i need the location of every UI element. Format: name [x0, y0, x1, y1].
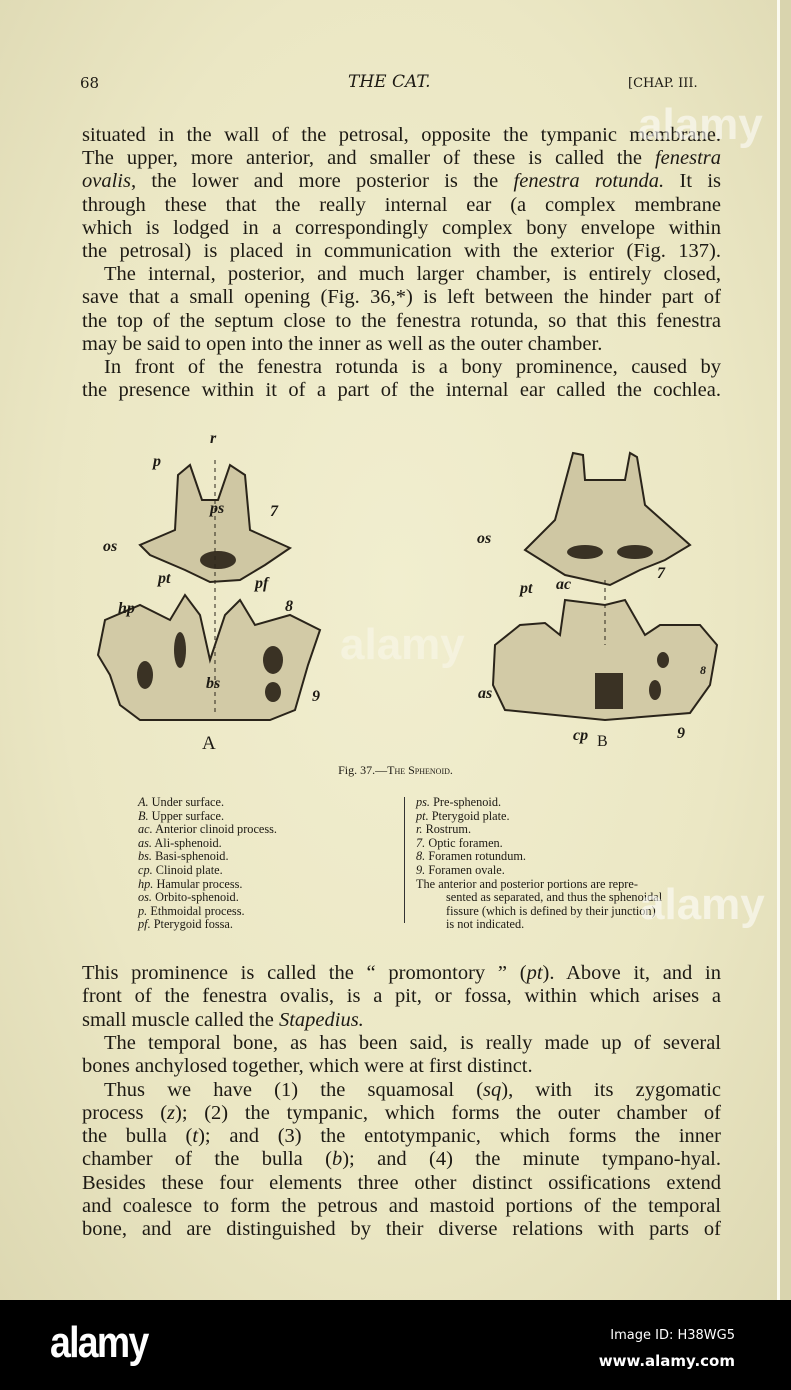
text-segment: which is lodged in a correspondingly complex bony envelope within	[82, 216, 721, 239]
watermark-logo: alamy	[340, 620, 465, 669]
figure-caption	[0, 763, 791, 778]
text-segment: In front of the fenestra rotunda is a bony prominence, caused by	[104, 356, 721, 378]
legend-text: Pre-sphenoid.	[433, 795, 502, 809]
legend-entry	[138, 796, 277, 810]
italic-term: sq	[483, 1078, 502, 1101]
text-line	[82, 1148, 721, 1171]
caption-prefix: Fig. 37.—	[338, 763, 388, 777]
text-line	[82, 1055, 721, 1078]
text-line	[82, 1009, 721, 1032]
legend-entry	[138, 850, 277, 864]
text-line	[82, 379, 721, 402]
label-hp: hp	[118, 600, 135, 617]
legend-entry	[138, 810, 277, 824]
text-line	[82, 170, 721, 193]
label-os-b: os	[477, 530, 492, 547]
caption-title: The Sphenoid.	[387, 763, 453, 777]
text-segment: The upper, more anterior, and smaller of these is called the	[82, 147, 655, 170]
text-line	[82, 1125, 721, 1148]
legend-text: Pterygoid fossa.	[153, 917, 233, 932]
text-line	[104, 1079, 721, 1102]
legend-divider	[404, 797, 405, 923]
image-id: Image ID: H38WG5	[610, 1328, 735, 1343]
text-line	[82, 217, 721, 240]
legend-entry	[416, 864, 662, 878]
legend-entry	[138, 918, 277, 932]
legend-text: Foramen ovale.	[428, 862, 505, 877]
label-bs: bs	[206, 675, 221, 692]
watermark-footer	[0, 1300, 791, 1390]
italic-term: fenestra rotunda.	[513, 170, 665, 193]
text-line	[82, 310, 721, 333]
text-segment: bone, and are distinguished by their diverse relations with parts of	[82, 1218, 721, 1241]
legend-entry	[138, 837, 277, 851]
italic-term: pt	[526, 962, 543, 984]
legend-abbr: r.	[416, 822, 423, 837]
legend-note-line: is not indicated.	[446, 917, 525, 932]
chapter-label: [CHAP. III.	[628, 76, 698, 91]
text-segment: ); (2) the tympanic, which forms the outer chamber of	[175, 1101, 721, 1124]
legend-entry	[138, 905, 277, 919]
text-segment: front of the fenestra ovalis, is a pit, or fossa, within which arises a	[82, 985, 721, 1008]
label-ps: ps	[210, 500, 225, 517]
text-line	[82, 286, 721, 309]
text-line	[82, 1218, 721, 1241]
text-segment: This prominence is called the “ promontory ” (	[82, 962, 527, 984]
text-segment: through these that the really internal ear (a complex membrane	[82, 193, 721, 216]
text-line	[82, 194, 721, 217]
legend-entry	[416, 837, 662, 851]
legend-note-line: fissure (which is defined by their junction)	[446, 903, 656, 918]
legend-note-line: The anterior and posterior portions are repre-	[416, 876, 638, 891]
text-line	[82, 1195, 721, 1218]
legend-abbr: B.	[138, 808, 149, 823]
text-line	[104, 1032, 721, 1055]
text-line	[82, 333, 721, 356]
figure-a-illustration	[90, 430, 340, 760]
label-8-b: 8	[700, 663, 706, 677]
legend-entry	[416, 850, 662, 864]
text-segment: ); and (4) the minute tympano-hyal.	[342, 1148, 721, 1171]
text-line	[82, 147, 721, 170]
legend-text: Under surface.	[151, 795, 225, 809]
label-9: 9	[312, 688, 320, 705]
text-segment: situated in the wall of the petrosal, opposite the tympanic membrane.	[82, 124, 721, 146]
label-os: os	[103, 538, 118, 555]
italic-term: z	[167, 1101, 175, 1124]
legend-abbr: 8.	[416, 849, 426, 864]
legend-abbr: pt.	[416, 808, 429, 823]
text-segment: chamber of the bulla (	[82, 1148, 332, 1171]
watermark-logo: alamy	[638, 100, 763, 149]
text-segment: Thus we have (1) the squamosal (	[104, 1078, 484, 1101]
text-segment: bones anchylosed together, which were at first distinct.	[82, 1055, 533, 1078]
text-line	[82, 985, 721, 1008]
text-segment: the petrosal) is placed in communication with the exterior (Fig. 137).	[82, 240, 721, 262]
label-p: p	[153, 453, 161, 470]
text-segment: The internal, posterior, and much larger chamber, is entirely closed,	[104, 263, 721, 286]
label-as: as	[478, 685, 493, 702]
legend-text: Foramen rotundum.	[428, 849, 526, 864]
label-7-b: 7	[657, 565, 665, 582]
label-8: 8	[285, 598, 293, 615]
italic-term: Stapedius.	[278, 1008, 364, 1031]
label-7: 7	[270, 503, 278, 520]
text-line	[82, 124, 721, 147]
legend-entry	[138, 823, 277, 837]
text-segment: the top of the septum close to the fenestra rotunda, so that this fenestra	[82, 309, 721, 332]
italic-term: fenestra	[654, 147, 721, 170]
text-segment: The temporal bone, as has been said, is really made up of several	[104, 1031, 721, 1054]
label-pt-b: pt	[520, 580, 533, 597]
text-segment: the bulla (	[82, 1125, 193, 1148]
text-segment: may be said to open into the inner as well as the outer chamber.	[82, 332, 603, 355]
legend-abbr: hp.	[138, 876, 154, 891]
text-segment: save that a small opening (Fig. 36,*) is left between the hinder part of	[82, 286, 721, 309]
legend-text: Clinoid plate.	[155, 862, 223, 877]
text-segment: ). Above it, and in	[542, 962, 721, 984]
text-line	[104, 263, 721, 286]
legend-entry	[138, 878, 277, 892]
legend-text: Basi-sphenoid.	[155, 849, 229, 864]
panel-b-letter: B	[597, 733, 608, 750]
page-margin	[780, 0, 791, 1300]
legend-left	[138, 796, 277, 932]
text-line	[82, 962, 721, 985]
legend-right	[416, 796, 662, 932]
legend-text: Anterior clinoid process.	[155, 822, 278, 837]
text-segment: It is	[664, 170, 721, 193]
legend-entry	[416, 796, 662, 810]
legend-text: Rostrum.	[425, 822, 472, 837]
legend-entry	[416, 810, 662, 824]
legend-note-line: sented as separated, and thus the sphenoidal	[446, 890, 663, 905]
label-pf: pf	[255, 575, 269, 592]
panel-a-letter: A	[202, 733, 216, 754]
text-segment: Besides these four elements three other distinct ossifications extend	[82, 1171, 721, 1194]
label-ac: ac	[556, 576, 572, 593]
legend-text: Ali-sphenoid.	[154, 835, 222, 850]
legend-entry	[138, 891, 277, 905]
label-pt: pt	[158, 570, 171, 587]
text-segment: small muscle called the	[82, 1008, 279, 1031]
text-segment: ), with its zygomatic	[501, 1078, 721, 1101]
italic-term: t	[192, 1125, 199, 1148]
watermark-logo: alamy	[640, 880, 765, 929]
alamy-logo: alamy	[50, 1318, 148, 1367]
legend-abbr: ac.	[138, 822, 153, 837]
text-segment: the presence within it of a part of the internal ear called the cochlea.	[82, 379, 721, 402]
text-segment: and coalesce to form the petrous and mastoid portions of the temporal	[82, 1195, 721, 1217]
italic-term: b	[331, 1148, 343, 1171]
legend-entry	[138, 864, 277, 878]
text-segment: process (	[82, 1101, 168, 1124]
site-url: www.alamy.com	[598, 1352, 735, 1370]
text-line	[82, 1102, 721, 1125]
legend-text: Hamular process.	[156, 876, 243, 891]
text-segment: , the lower and more posterior is the	[130, 170, 514, 193]
legend-abbr: 7.	[416, 835, 426, 850]
label-cp: cp	[573, 727, 589, 744]
legend-text: Pterygoid plate.	[431, 808, 510, 823]
legend-abbr: pf.	[138, 917, 151, 932]
text-line	[104, 356, 721, 379]
text-line	[82, 1172, 721, 1195]
legend-abbr: p.	[138, 903, 148, 918]
label-r: r	[210, 430, 217, 447]
legend-abbr: cp.	[138, 862, 153, 877]
italic-term: ovalis	[82, 170, 131, 193]
legend-text: Orbito-sphenoid.	[155, 890, 239, 905]
page-number: 68	[80, 74, 100, 92]
legend-abbr: ps.	[416, 795, 431, 809]
legend-text: Optic foramen.	[428, 835, 503, 850]
legend-text: Upper surface.	[151, 808, 225, 823]
text-line	[82, 240, 721, 263]
text-segment: ); and (3) the entotympanic, which forms the inner	[198, 1125, 721, 1148]
legend-abbr: os.	[138, 890, 153, 905]
legend-entry	[416, 823, 662, 837]
legend-abbr: bs.	[138, 849, 153, 864]
legend-abbr: as.	[138, 835, 153, 850]
legend-abbr: 9.	[416, 862, 426, 877]
legend-text: Ethmoidal process.	[150, 903, 245, 918]
running-title: THE CAT.	[348, 72, 431, 92]
legend-abbr: A.	[138, 795, 149, 809]
label-9-b: 9	[677, 725, 685, 742]
